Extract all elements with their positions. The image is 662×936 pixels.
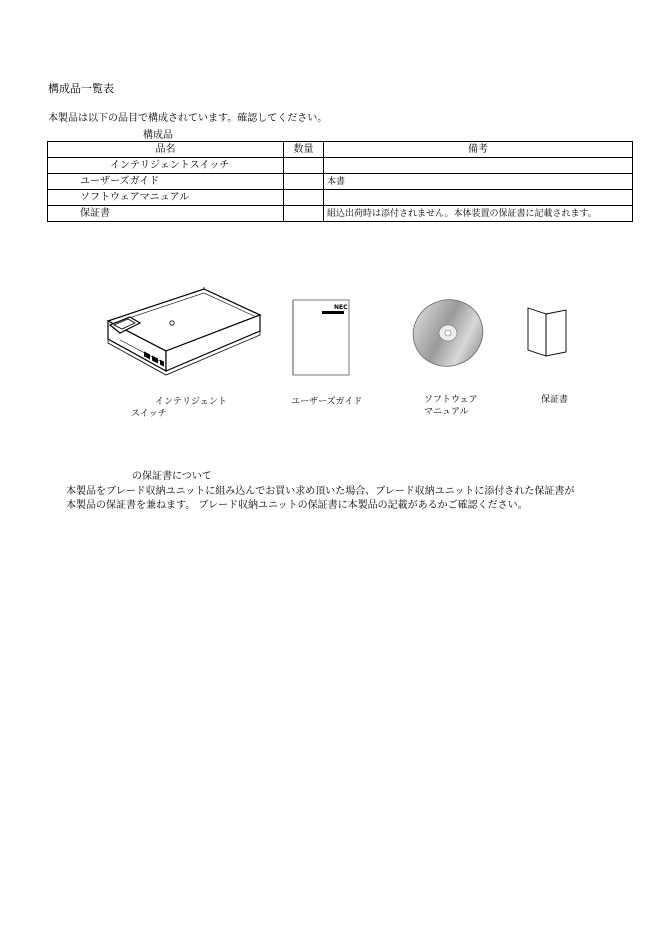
warranty-illustration — [524, 304, 570, 364]
warranty-label: 保証書 — [541, 395, 569, 405]
guide-cover-logo: NEC — [334, 304, 348, 311]
switch-label-line1: インテリジェント — [155, 397, 227, 407]
row-note: 本書 — [324, 174, 633, 190]
table-caption: 構成品 — [143, 130, 173, 141]
header-name: 品名 — [48, 142, 284, 158]
manual-label-line1: ソフトウェア — [424, 395, 478, 405]
row-qty — [284, 158, 324, 174]
parts-table — [47, 141, 633, 222]
row-name: 保証書 — [48, 206, 284, 222]
notice-line-1: 本製品をブレード収納ユニットに組み込んでお買い求め頂いた場合、ブレード収納ユニットに添付された保証書が — [66, 486, 575, 497]
row-name: ユーザーズガイド — [48, 174, 284, 190]
users-guide-illustration — [290, 297, 354, 379]
manual-label-line2: マニュアル — [424, 407, 469, 417]
row-qty — [284, 190, 324, 206]
software-manual-cd-illustration — [410, 297, 486, 369]
row-qty — [284, 206, 324, 222]
table-row — [48, 206, 633, 222]
header-qty: 数量 — [284, 142, 324, 158]
page-title: 構成品一覧表 — [48, 82, 114, 95]
row-name: ソフトウェアマニュアル — [48, 190, 284, 206]
intro-text: 本製品は以下の品目で構成されています。確認してください。 — [48, 113, 328, 124]
notice-title: の保証書について — [132, 471, 212, 482]
guide-label: ユーザーズガイド — [291, 397, 363, 407]
table-row — [48, 174, 633, 190]
notice-line-2: 本製品の保証書を兼ねます。 ブレード収納ユニットの保証書に本製品の記載があるかご確認ください。 — [66, 500, 528, 511]
table-row — [48, 158, 633, 174]
row-name: インテリジェントスイッチ — [48, 158, 284, 174]
row-note — [324, 190, 633, 206]
table-header-row — [48, 142, 633, 158]
switch-label-line2: スイッチ — [131, 409, 167, 419]
table-row — [48, 190, 633, 206]
row-note — [324, 158, 633, 174]
header-note: 備考 — [324, 142, 633, 158]
row-note: 組込出荷時は添付されません。本体装置の保証書に記載されます。 — [324, 206, 633, 222]
intelligent-switch-illustration — [100, 285, 266, 395]
row-qty — [284, 174, 324, 190]
